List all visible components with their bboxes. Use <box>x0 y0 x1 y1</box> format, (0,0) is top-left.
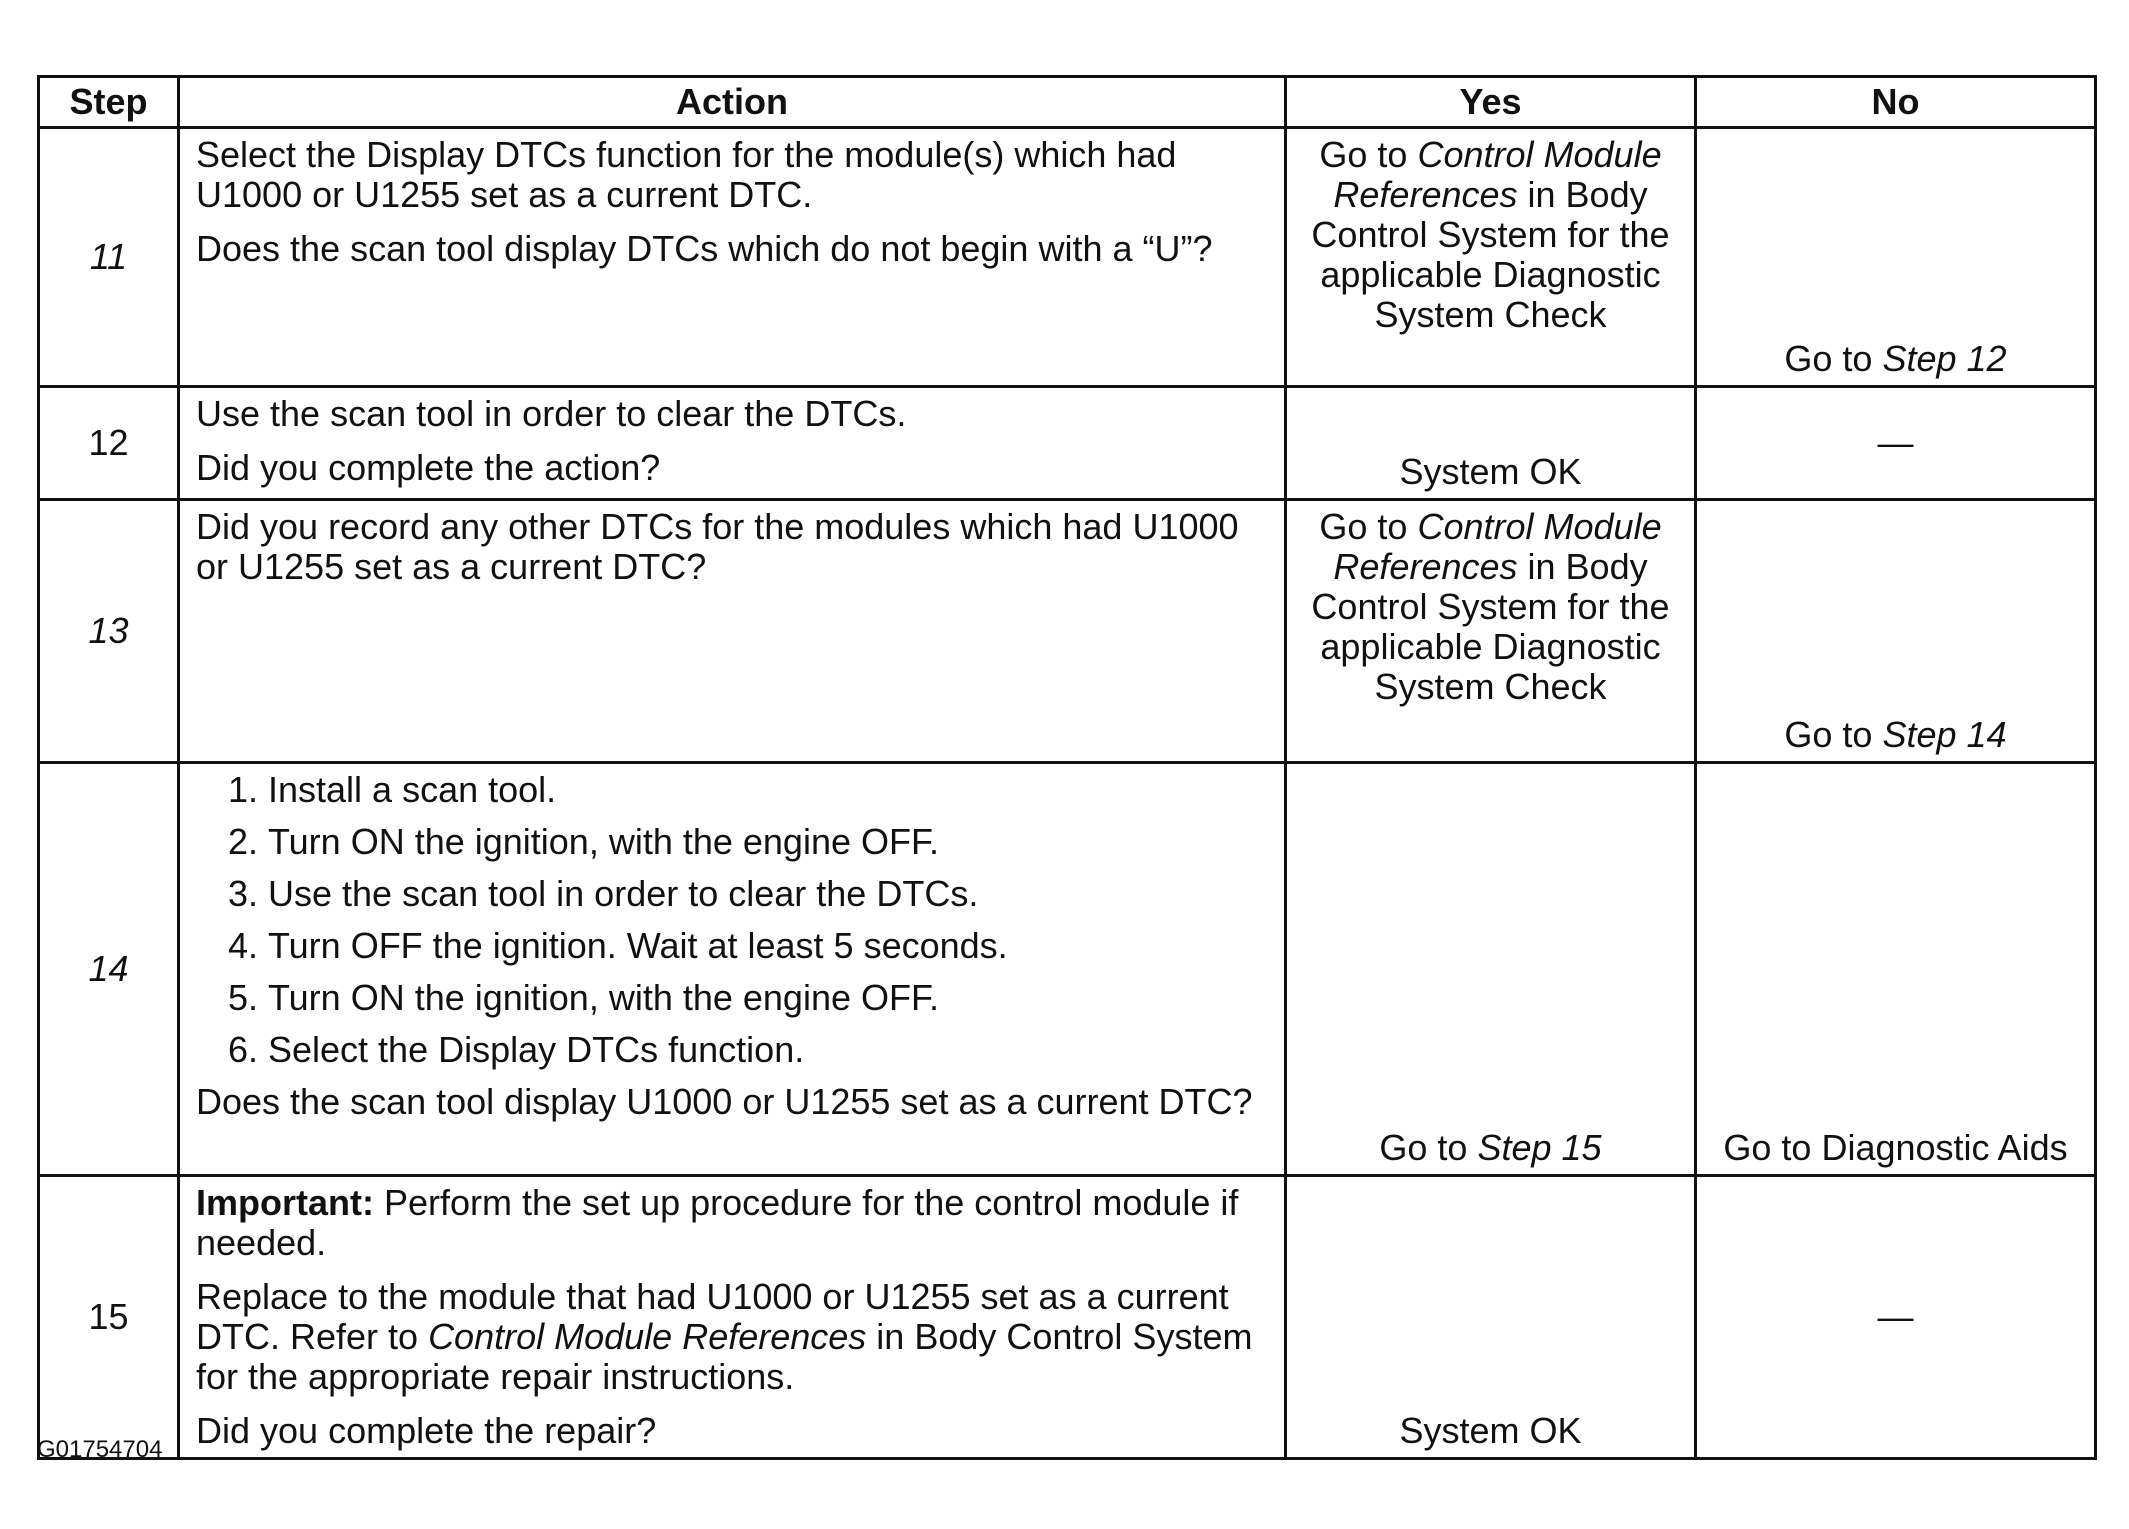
yes-reference <box>1287 501 1694 707</box>
yes-reference <box>1287 129 1694 335</box>
table-row <box>39 128 2096 387</box>
yes-cell <box>1286 128 1696 387</box>
yes-cell <box>1286 500 1696 763</box>
no-cell <box>1696 128 2096 387</box>
table-row <box>39 763 2096 1176</box>
header-yes: Yes <box>1286 77 1696 128</box>
action-question: Does the scan tool display U1000 or U1255 set as a current DTC? <box>196 1081 1253 1122</box>
no-cell <box>1696 1176 2096 1459</box>
important-note <box>196 1183 1268 1263</box>
no-cell <box>1696 763 2096 1176</box>
no-reference <box>1697 715 2094 755</box>
no-cell <box>1696 500 2096 763</box>
table-row <box>39 387 2096 500</box>
list-item: 5. Turn ON the ignition, with the engine OFF. <box>268 978 1268 1018</box>
header-step: Step <box>39 77 179 128</box>
action-text: Use the scan tool in order to clear the DTCs. <box>196 393 907 434</box>
action-question: Did you complete the action? <box>196 447 661 488</box>
procedure-list <box>196 770 1268 1070</box>
no-prefix: Go to <box>1784 714 1883 755</box>
list-item: 3. Use the scan tool in order to clear the DTCs. <box>268 874 1268 914</box>
step-number: 11 <box>39 128 179 387</box>
yes-prefix: Go to <box>1319 134 1418 175</box>
action-cell <box>179 500 1286 763</box>
yes-suffix: in Body Control System for the applicable Diagnostic System Check <box>1311 174 1670 335</box>
replace-link[interactable]: Control Module References <box>428 1316 867 1357</box>
important-text: Perform the set up procedure for the control module if needed. <box>196 1182 1239 1263</box>
no-result: — <box>1877 422 1914 463</box>
no-cell <box>1696 387 2096 500</box>
yes-result: System OK <box>1399 451 1582 492</box>
no-reference <box>1697 339 2094 379</box>
no-link[interactable]: Step 14 <box>1882 714 2007 755</box>
no-prefix: Go to <box>1784 338 1883 379</box>
list-item: 1. Install a scan tool. <box>268 770 1268 810</box>
table-row <box>39 1176 2096 1459</box>
yes-cell <box>1286 387 1696 500</box>
yes-link[interactable]: Control Module References <box>1333 506 1662 587</box>
yes-link[interactable]: Step 15 <box>1477 1127 1602 1168</box>
important-label: Important: <box>196 1182 374 1223</box>
no-link[interactable]: Step 12 <box>1882 338 2007 379</box>
yes-link[interactable]: Control Module References <box>1333 134 1662 215</box>
action-question: Does the scan tool display DTCs which do not begin with a “U”? <box>196 228 1213 269</box>
table-header-row <box>39 77 2096 128</box>
step-number: 13 <box>39 500 179 763</box>
step-number: 12 <box>39 387 179 500</box>
action-question: Did you record any other DTCs for the modules which had U1000 or U1255 set as a current DTC? <box>196 506 1239 587</box>
header-no: No <box>1696 77 2096 128</box>
yes-reference <box>1287 1128 1694 1168</box>
step-number: 15 <box>39 1176 179 1459</box>
action-cell <box>179 763 1286 1176</box>
replace-suffix: in Body Control System for the appropriate repair instructions. <box>196 1316 1253 1397</box>
table-row <box>39 500 2096 763</box>
yes-suffix: in Body Control System for the applicable Diagnostic System Check <box>1311 546 1670 707</box>
list-item: 6. Select the Display DTCs function. <box>268 1030 1268 1070</box>
diagnostic-table <box>37 75 2097 1460</box>
yes-prefix: Go to <box>1379 1127 1478 1168</box>
yes-cell <box>1286 1176 1696 1459</box>
no-reference[interactable]: Go to Diagnostic Aids <box>1723 1127 2068 1168</box>
action-question: Did you complete the repair? <box>196 1410 657 1451</box>
action-text: Select the Display DTCs function for the module(s) which had U1000 or U1255 set as a current DTC. <box>196 134 1177 215</box>
no-result: — <box>1877 1296 1914 1337</box>
action-cell <box>179 128 1286 387</box>
list-item: 2. Turn ON the ignition, with the engine OFF. <box>268 822 1268 862</box>
figure-id: G01754704 <box>37 1436 163 1463</box>
step-number: 14 <box>39 763 179 1176</box>
action-cell <box>179 387 1286 500</box>
replace-prefix: Replace to the module that had U1000 or U1255 set as a current DTC. Refer to <box>196 1276 1229 1357</box>
yes-cell <box>1286 763 1696 1176</box>
header-action: Action <box>179 77 1286 128</box>
action-cell <box>179 1176 1286 1459</box>
replace-instruction <box>196 1277 1268 1397</box>
list-item: 4. Turn OFF the ignition. Wait at least 5 seconds. <box>268 926 1268 966</box>
yes-prefix: Go to <box>1319 506 1418 547</box>
yes-result: System OK <box>1399 1410 1582 1451</box>
